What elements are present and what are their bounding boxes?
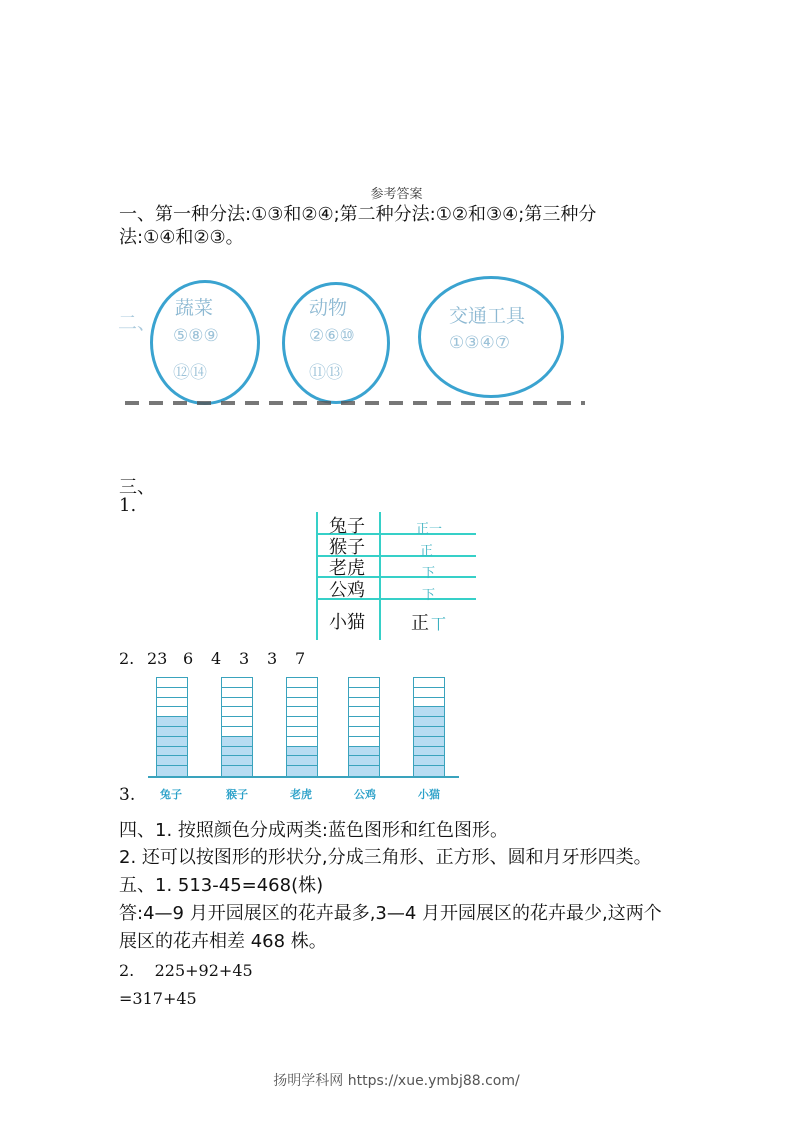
bar-cell xyxy=(157,766,187,776)
bar-cell xyxy=(157,707,187,717)
q2-value: 3 xyxy=(267,649,278,668)
bar-cell xyxy=(414,717,444,727)
tally-mark: 正一 xyxy=(416,522,443,537)
bar-cell xyxy=(222,747,252,757)
q2-value: 7 xyxy=(295,649,306,668)
bar-cell xyxy=(287,678,317,688)
clipped-text-line xyxy=(125,401,585,405)
bar-cell xyxy=(414,688,444,698)
bar-cell xyxy=(287,698,317,708)
group-items-row1: ①③④⑦ xyxy=(449,333,510,353)
tally-mark: 下 xyxy=(422,588,436,603)
section3-q1-label: 1. xyxy=(119,495,137,516)
bar-cell xyxy=(287,688,317,698)
bar-cell xyxy=(222,737,252,747)
q2-value: 6 xyxy=(183,649,194,668)
group-transport-ellipse xyxy=(418,276,564,398)
bar-cell xyxy=(287,707,317,717)
section5-line1: 五、1. 513-45=468(株) xyxy=(119,875,324,896)
bar-cell xyxy=(222,727,252,737)
chart-baseline xyxy=(148,776,459,778)
tally-table xyxy=(316,512,476,640)
bar-cell xyxy=(157,737,187,747)
q2-values xyxy=(147,647,315,671)
footer-watermark: 扬明学科网 https://xue.ymbj88.com/ xyxy=(273,1073,520,1089)
bar-label: 猴子 xyxy=(226,788,248,801)
bar-cell xyxy=(349,756,379,766)
group-items-row1: ⑤⑧⑨ xyxy=(173,326,219,346)
bar-cell xyxy=(222,688,252,698)
tally-animal: 公鸡 xyxy=(329,580,365,601)
bar-cell xyxy=(157,717,187,727)
bar-cell xyxy=(414,727,444,737)
bar-cell xyxy=(222,756,252,766)
bar-cell xyxy=(157,756,187,766)
bar-cell xyxy=(222,678,252,688)
bar-cell xyxy=(414,707,444,717)
bar-column xyxy=(156,677,188,777)
bar-cell xyxy=(157,727,187,737)
group-items-row2: ⑫⑭ xyxy=(173,363,207,383)
bar-label: 公鸡 xyxy=(354,788,376,801)
bar-cell xyxy=(287,717,317,727)
bar-cell xyxy=(414,698,444,708)
section5-line2: 答:4—9 月开园展区的花卉最多,3—4 月开园展区的花卉最少,这两个 xyxy=(119,903,662,924)
bar-cell xyxy=(157,747,187,757)
bar-cell xyxy=(349,766,379,776)
section1-line1: 一、第一种分法:①③和②④;第二种分法:①②和③④;第三种分 xyxy=(119,204,597,225)
bar-column xyxy=(413,677,445,777)
bar-cell xyxy=(349,737,379,747)
q2-value: 3 xyxy=(239,649,250,668)
bar-label: 老虎 xyxy=(290,788,312,801)
tally-animal: 小猫 xyxy=(329,612,365,633)
bar-column xyxy=(286,677,318,777)
bar-cell xyxy=(222,698,252,708)
bar-cell xyxy=(287,727,317,737)
bar-cell xyxy=(287,737,317,747)
tally-mark-main: 正 xyxy=(411,613,429,634)
bar-cell xyxy=(349,747,379,757)
bar-cell xyxy=(414,756,444,766)
tally-mark: 下 xyxy=(422,566,436,581)
tally-animal: 猴子 xyxy=(329,537,365,558)
bar-cell xyxy=(157,698,187,708)
bar-cell xyxy=(414,766,444,776)
group-items-row2: ⑪⑬ xyxy=(309,363,343,383)
section3-label: 三、 xyxy=(119,477,155,498)
section3-q3-label: 3. xyxy=(119,785,136,805)
q2-value: 4 xyxy=(211,649,222,668)
bar-label: 兔子 xyxy=(160,788,182,801)
bar-cell xyxy=(414,737,444,747)
bar-cell xyxy=(349,678,379,688)
group-title: 交通工具 xyxy=(449,305,526,327)
section2-label: 二、 xyxy=(118,312,157,334)
section4-line2: 2. 还可以按图形的形状分,分成三角形、正方形、圆和月牙形四类。 xyxy=(119,847,652,868)
group-animals-ellipse xyxy=(282,282,390,404)
bar-cell xyxy=(349,698,379,708)
section5-line5: =317+45 xyxy=(119,989,197,1008)
bar-label: 小猫 xyxy=(418,788,440,801)
group-vegetables-ellipse xyxy=(150,280,260,405)
bar-cell xyxy=(414,678,444,688)
q2-value: 23 xyxy=(147,649,168,668)
group-title: 动物 xyxy=(309,297,348,319)
bar-cell xyxy=(287,766,317,776)
bar-cell xyxy=(222,766,252,776)
bar-cell xyxy=(222,717,252,727)
bar-cell xyxy=(414,747,444,757)
bar-column xyxy=(348,677,380,777)
bar-cell xyxy=(157,678,187,688)
bar-cell xyxy=(349,707,379,717)
bar-cell xyxy=(349,727,379,737)
bar-column xyxy=(221,677,253,777)
group-title: 蔬菜 xyxy=(175,297,214,319)
bar-cell xyxy=(222,707,252,717)
group-items-row1: ②⑥⑩ xyxy=(309,326,355,346)
section5-line3: 展区的花卉相差 468 株。 xyxy=(119,931,327,952)
section1-line2: 法:①④和②③。 xyxy=(119,227,244,248)
section3-q2-label: 2. xyxy=(119,649,135,668)
tally-animal: 兔子 xyxy=(329,516,365,537)
section5-line4: 2. 225+92+45 xyxy=(119,961,253,980)
tally-mark-extra: 丅 xyxy=(431,615,447,633)
bar-cell xyxy=(349,717,379,727)
bar-cell xyxy=(349,688,379,698)
tally-mark: 正 xyxy=(420,544,434,559)
section4-line1: 四、1. 按照颜色分成两类:蓝色图形和红色图形。 xyxy=(119,820,508,841)
tally-animal: 老虎 xyxy=(329,558,365,579)
bar-cell xyxy=(287,756,317,766)
bar-cell xyxy=(157,688,187,698)
bar-cell xyxy=(287,747,317,757)
page-title: 参考答案 xyxy=(370,187,423,202)
